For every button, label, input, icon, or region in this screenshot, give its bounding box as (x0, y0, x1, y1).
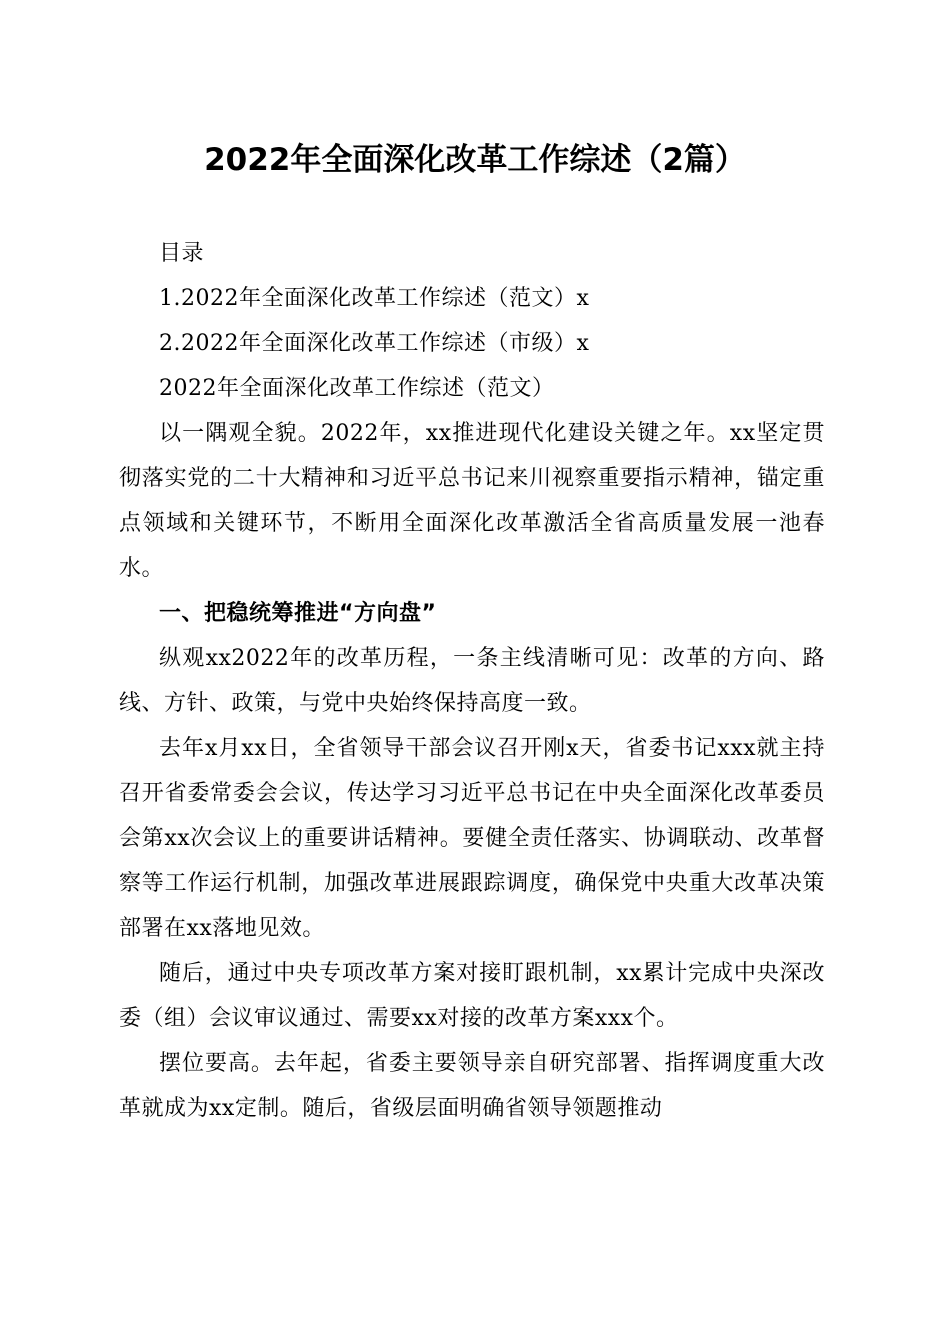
paragraph-direction: 纵观xx2022年的改革历程，一条主线清晰可见：改革的方向、路线、方针、政策，与党中央始终保持高度一致。 (119, 646, 825, 716)
paragraph-meeting: 去年x月xx日，全省领导干部会议召开刚x天，省委书记xxx就主持召开省委常委会会议，传达学习习近平总书记在中央全面深化改革委员会第xx次会议上的重要讲话精神。要健全责任落实、协调联动、改革督察等工作运行机制，加强改革进展跟踪调度，确保党中央重大改革决策部署在xx落地见效。 (119, 736, 825, 941)
document-body (119, 231, 825, 1131)
paragraph-intro: 以一隅观全貌。2022年，xx推进现代化建设关键之年。xx坚定贯彻落实党的二十大精神和习近平总书记来川视察重要指示精神，锚定重点领域和关键环节，不断用全面深化改革激活全省高质量发展一池春水。 (119, 421, 825, 581)
toc-item-1: 1.2022年全面深化改革工作综述（范文）x (159, 286, 590, 311)
paragraph-positioning: 摆位要高。去年起，省委主要领导亲自研究部署、指挥调度重大改革就成为xx定制。随后，省级层面明确省领导领题推动 (119, 1051, 825, 1121)
section-heading-1: 一、把稳统筹推进“方向盘” (159, 601, 437, 626)
paragraph-followup: 随后，通过中央专项改革方案对接盯跟机制，xx累计完成中央深改委（组）会议审议通过、需要xx对接的改革方案xxx个。 (119, 961, 825, 1031)
document-title: 2022年全面深化改革工作综述（2篇） (204, 142, 746, 178)
toc-label: 目录 (159, 241, 205, 266)
toc-item-2: 2.2022年全面深化改革工作综述（市级）x (159, 331, 590, 356)
section-title: 2022年全面深化改革工作综述（范文） (159, 376, 555, 401)
